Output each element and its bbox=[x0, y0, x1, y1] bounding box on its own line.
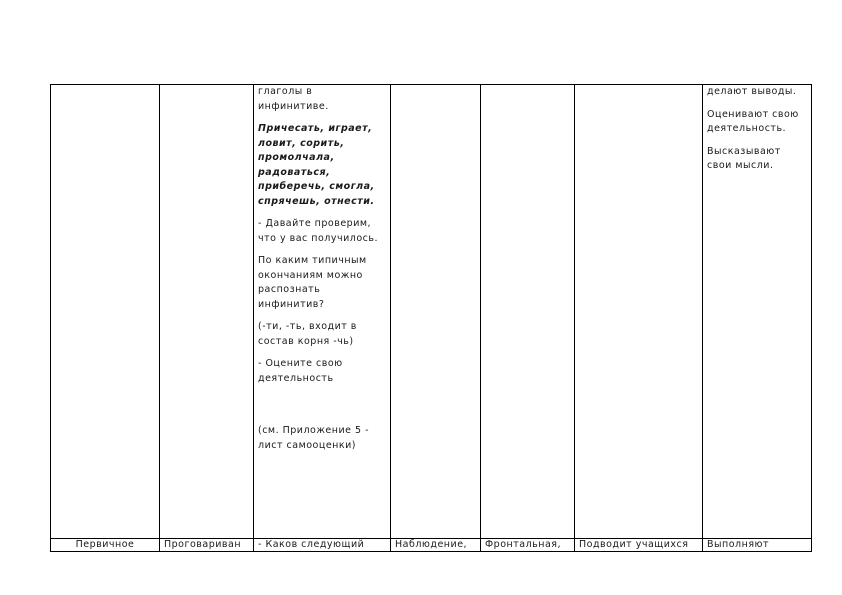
cell-text-appendix: (см. Приложение 5 - лист самооценки) bbox=[258, 425, 370, 451]
table-cell-observation: Наблюдение, bbox=[391, 539, 481, 552]
table-cell-stage: Первичное bbox=[51, 539, 160, 552]
cell-text-answer: (-ти, -ть, входит в состав корня -чь) bbox=[258, 321, 357, 347]
table-cell-form: Фронтальная, bbox=[481, 539, 575, 552]
table-cell bbox=[481, 85, 575, 539]
table-row bbox=[51, 539, 812, 552]
table-cell bbox=[51, 85, 160, 539]
cell-text-words: Причесать, играет, ловит, сорить, промолчала, радоваться, приберечь, смогла, спрячешь, отнести. bbox=[258, 123, 375, 207]
table-cell bbox=[575, 85, 703, 539]
spacer bbox=[258, 394, 386, 424]
cell-text-intro: глаголы в инфинитиве. bbox=[258, 86, 329, 112]
cell-text-conclusions: делают выводы. bbox=[707, 86, 797, 97]
cell-text-question: По каким типичным окончаниям можно распознать инфинитив? bbox=[258, 255, 367, 310]
student-activity-cell bbox=[703, 85, 812, 539]
cell-text-assess: Оценивают свою деятельность. bbox=[707, 108, 799, 134]
table-cell-guidance: Подводит учащихся bbox=[575, 539, 703, 552]
cell-text-express: Высказывают свои мысли. bbox=[707, 145, 781, 171]
table-cell-method: Проговариван bbox=[160, 539, 254, 552]
table-cell bbox=[391, 85, 481, 539]
table-row bbox=[51, 85, 812, 539]
cell-text-check: - Давайте проверим, что у вас получилось. bbox=[258, 218, 379, 244]
table-cell bbox=[160, 85, 254, 539]
table-cell-students: Выполняют bbox=[703, 539, 812, 552]
cell-text-evaluate: - Оцените свою деятельность bbox=[258, 358, 343, 384]
table-cell-teacher: - Каков следующий bbox=[254, 539, 391, 552]
teacher-activity-cell bbox=[254, 85, 391, 539]
lesson-plan-table bbox=[50, 84, 812, 552]
